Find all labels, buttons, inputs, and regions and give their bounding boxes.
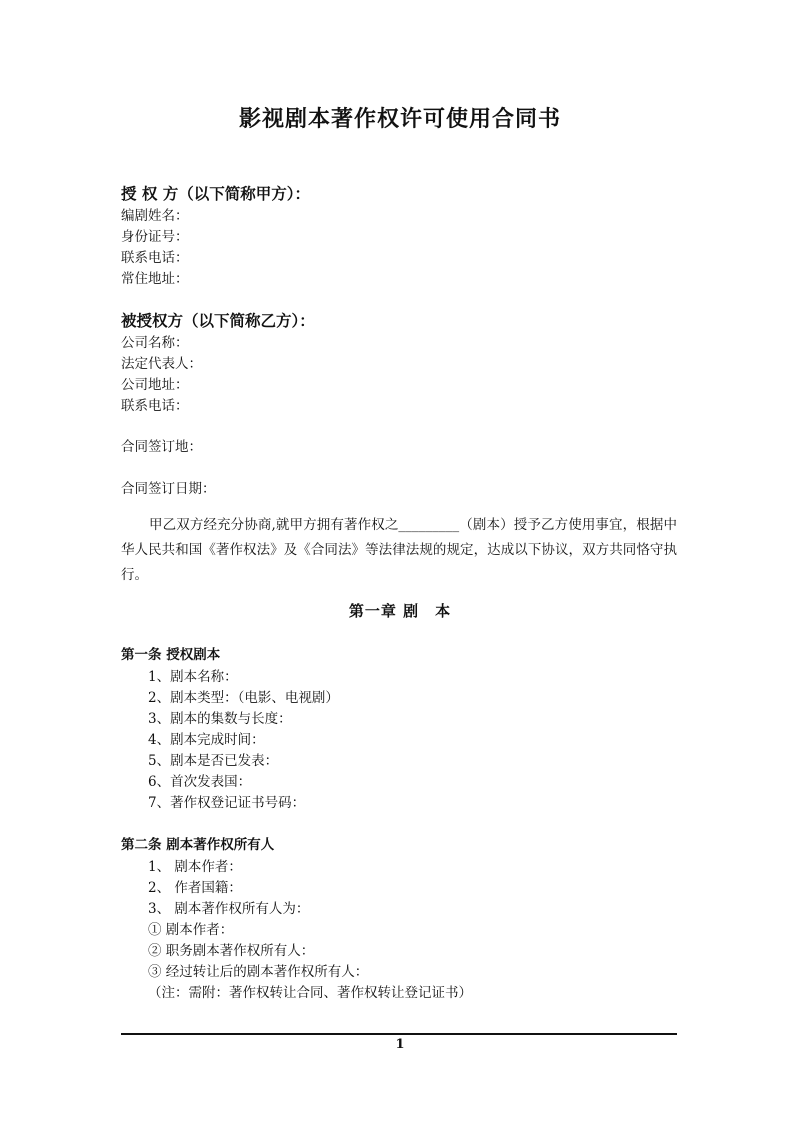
licensee-field-representative: 法定代表人： (121, 356, 202, 372)
licensee-field-company: 公司名称： (121, 335, 189, 351)
article-2-subitem: ② 职务剧本著作权所有人： (148, 943, 315, 959)
licensor-heading: 授 权 方（以下简称甲方）： (121, 185, 311, 203)
licensee-field-phone: 联系电话： (121, 398, 189, 414)
article-2-title: 第二条 剧本著作权所有人 (121, 837, 275, 853)
preamble-paragraph: 甲乙双方经充分协商,就甲方拥有著作权之_________（剧本）授予乙方使用事宜，根据中华人民共和国《著作权法》及《合同法》等法律法规的规定，达成以下协议，双方共同恪守执行。 (121, 517, 677, 583)
article-1-item: 7、著作权登记证书号码： (148, 795, 306, 811)
licensor-field-address: 常住地址： (121, 271, 189, 287)
article-1-item: 1、剧本名称： (148, 669, 238, 685)
licensee-heading: 被授权方（以下简称乙方）： (121, 312, 315, 330)
article-1-item: 4、剧本完成时间： (148, 732, 265, 748)
article-2-item: 3、 剧本著作权所有人为： (148, 901, 310, 917)
chapter-title: 第一章 剧 本 (348, 602, 452, 620)
document-title: 影视剧本著作权许可使用合同书 (238, 107, 561, 132)
signing-date: 合同签订日期： (121, 481, 216, 497)
signing-place: 合同签订地： (121, 439, 202, 455)
article-1-item: 3、剧本的集数与长度： (148, 711, 292, 727)
article-1-item: 6、首次发表国： (148, 774, 252, 790)
footer-divider (121, 1033, 677, 1035)
article-2-note: （注：需附：著作权转让合同、著作权转让登记证书） (148, 985, 472, 1001)
article-1-item: 2、剧本类型：（电影、电视剧） (148, 690, 339, 706)
article-1-item: 5、剧本是否已发表： (148, 753, 279, 769)
licensor-field-id: 身份证号： (121, 229, 189, 245)
licensor-field-name: 编剧姓名： (121, 208, 189, 224)
article-2-subitem: ③ 经过转让后的剧本著作权所有人： (148, 964, 369, 980)
licensor-field-phone: 联系电话： (121, 250, 189, 266)
article-2-item: 2、 作者国籍： (148, 880, 242, 896)
article-1-title: 第一条 授权剧本 (121, 647, 221, 663)
article-2-subitem: ① 剧本作者： (148, 922, 234, 938)
page-number: 1 (395, 1037, 405, 1052)
licensee-field-address: 公司地址： (121, 377, 189, 393)
article-2-item: 1、 剧本作者： (148, 859, 242, 875)
